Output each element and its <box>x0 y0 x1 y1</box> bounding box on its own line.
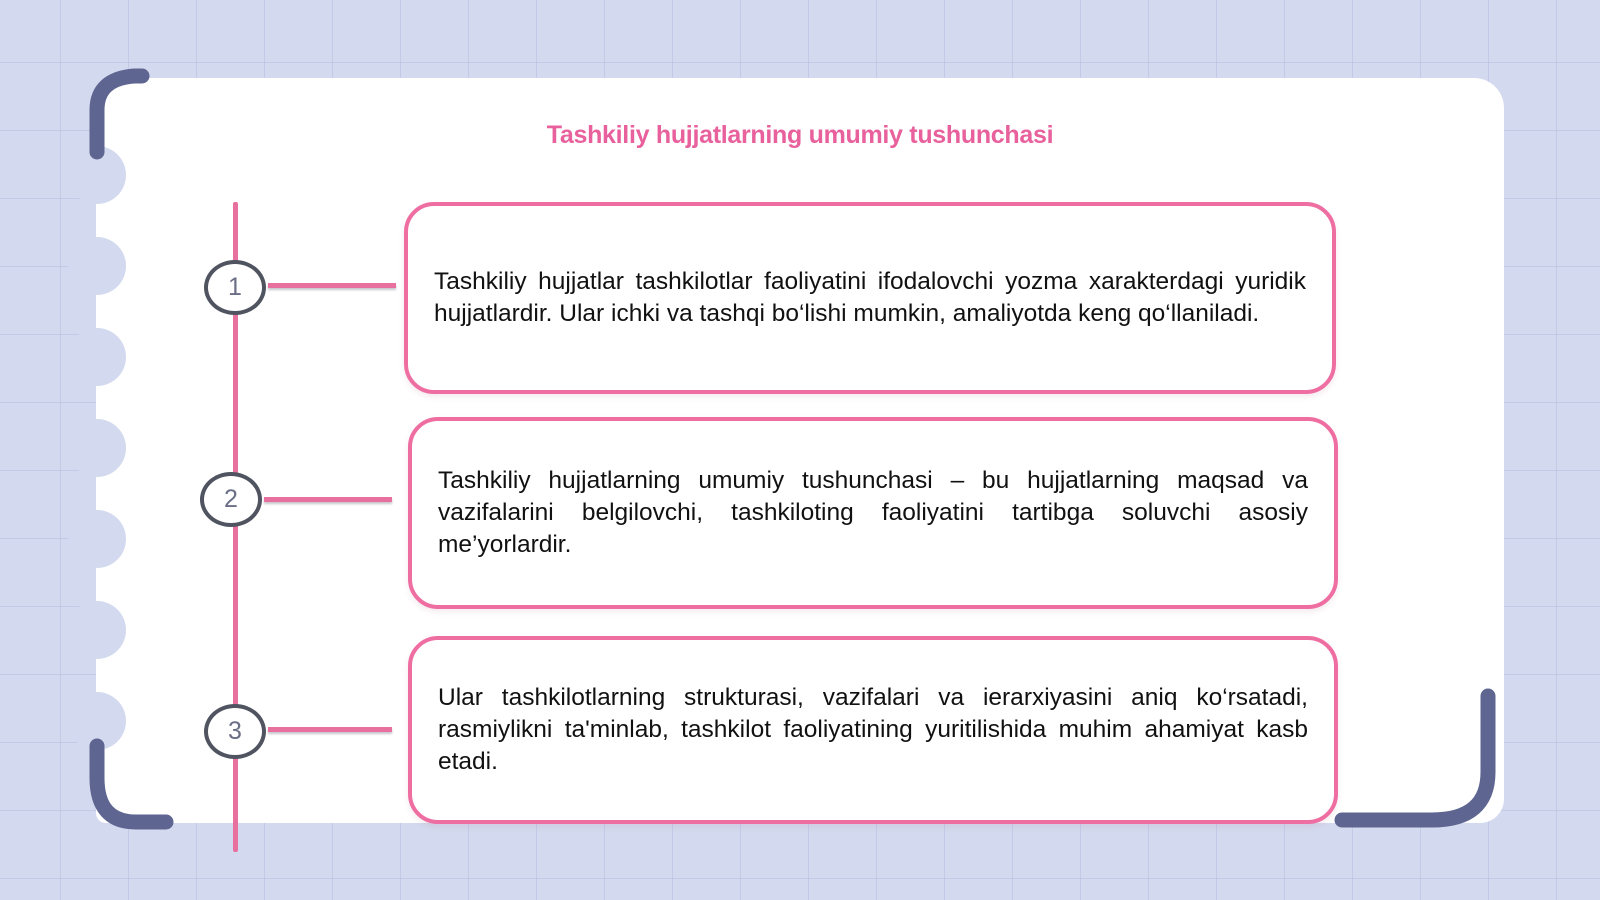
text-box-3 <box>408 636 1338 824</box>
corner-bracket-top-left <box>84 66 154 162</box>
text-box-1 <box>404 202 1336 394</box>
paper-scallop <box>68 237 126 295</box>
paper-scallop <box>68 419 126 477</box>
text-box-2 <box>408 417 1338 609</box>
slide-title: Tashkiliy hujjatlarning umumiy tushunchasi <box>546 121 1054 149</box>
corner-bracket-bottom-left <box>84 738 180 834</box>
text-box-3-text: Ular tashkilotlarning strukturasi, vazifalari va ierarxiyasini aniq ko‘rsatadi, rasmiylikni ta'minlab, tashkilot faoliyatining yuritilishida muhim ahamiyat kasb etadi. <box>438 684 1308 775</box>
corner-bracket-bottom-right <box>1332 686 1512 836</box>
paper-scallop <box>68 601 126 659</box>
paper-scallop <box>68 510 126 568</box>
timeline-connector <box>268 727 392 732</box>
timeline-node-2: 2 <box>200 472 262 527</box>
timeline-node-1: 1 <box>204 260 266 315</box>
timeline-node-3: 3 <box>204 704 266 759</box>
timeline-connector <box>268 283 396 288</box>
text-box-2-text: Tashkiliy hujjatlarning umumiy tushunchasi – bu hujjatlarning maqsad va vazifalarini belgilovchi, tashkiloting faoliyatini tartibga soluvchi asosiy me’yorlardir. <box>438 467 1308 558</box>
timeline-connector <box>264 497 392 502</box>
text-box-1-text: Tashkiliy hujjatlar tashkilotlar faoliyatini ifodalovchi yozma xarakterdagi yuridik hujjatlardir. Ular ichki va tashqi bo‘lishi mumkin, amaliyotda keng qo‘llaniladi. <box>434 268 1306 327</box>
paper-scallop <box>68 328 126 386</box>
